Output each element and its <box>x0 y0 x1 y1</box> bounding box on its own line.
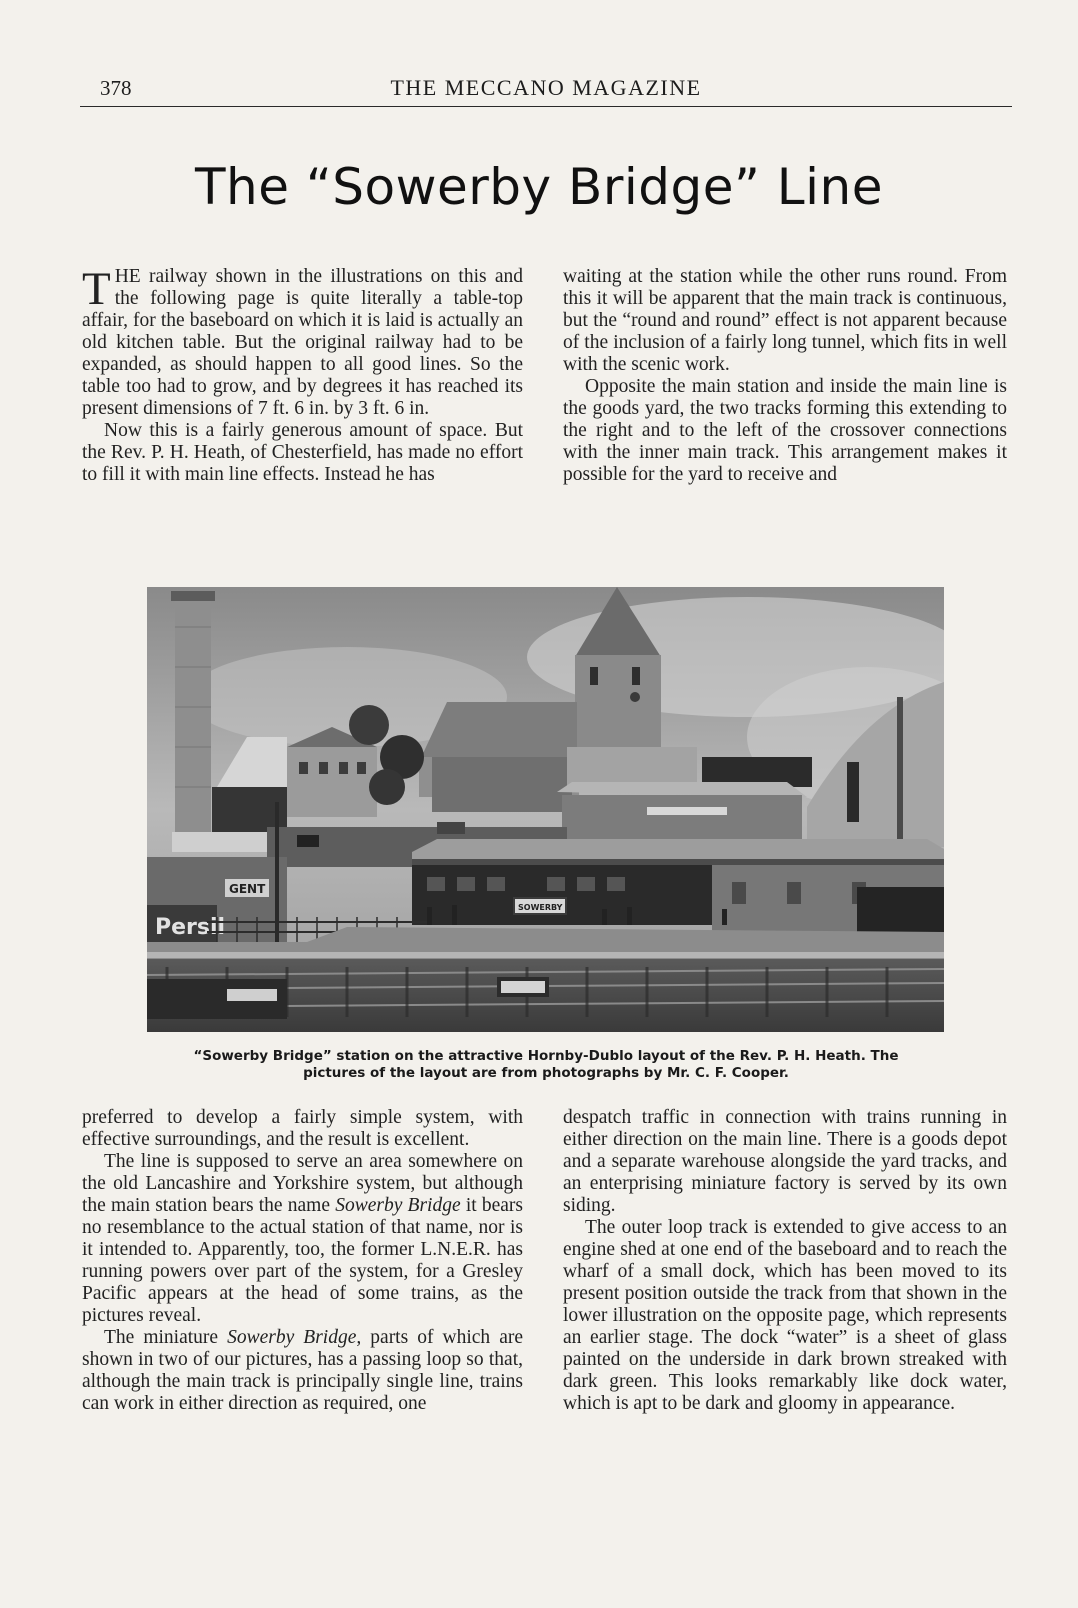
paragraph: despatch traffic in connection with trains running in either direction on the main line. There is a goods depot and a separate warehouse alongside the yard tracks, and an enterprising miniature factory is served by its own siding. <box>563 1107 1007 1216</box>
column-top-left <box>82 263 523 486</box>
photo-caption <box>140 1048 952 1082</box>
layout-photograph <box>147 587 944 1032</box>
paragraph: waiting at the station while the other runs round. From this it will be apparent that the main track is continuous, but the “round and round” effect is not apparent because of the inclusion of a fairly long tunnel, which fits in well with the scenic work. <box>563 266 1007 375</box>
caption-line: “Sowerby Bridge” station on the attractive Hornby-Dublo layout of the Rev. P. H. Heath. The <box>193 1048 899 1064</box>
paragraph <box>82 1151 523 1327</box>
station-name-italic: Sowerby Bridge, <box>227 1327 362 1348</box>
paragraph-text: The line is supposed to serve an area somewhere on the old Lancashire and Yorkshire system, but although the main station bears the name <box>82 1151 523 1216</box>
station-scene-illustration <box>147 587 944 1032</box>
page-number: 378 <box>100 76 132 100</box>
running-head <box>80 72 1012 107</box>
paragraph-text: parts of which are shown in two of our pictures, has a passing loop so that, although the main track is principally single line, trains can work in either direction as required, one <box>82 1327 523 1414</box>
chimney-stack <box>175 595 211 835</box>
paragraph-text: The miniature <box>104 1327 228 1348</box>
column-bottom-right <box>563 1107 1007 1415</box>
paragraph: Now this is a fairly generous amount of space. But the Rev. P. H. Heath, of Chesterfield, has made no effort to fill it with main line effects. Instead he has <box>82 420 523 485</box>
paragraph-text: HE railway shown in the illustrations on this and the following page is quite literally a table-top affair, for the baseboard on which it is laid is actually an old kitchen table. But the original railway had to be expanded, as should happen to all good lines. So the table too had to grow, and by degrees it has reached its present dimensions of 7 ft. 6 in. by 3 ft. 6 in. <box>82 266 523 419</box>
paragraph <box>82 263 523 420</box>
goods-shed <box>562 795 802 840</box>
magazine-name: THE MECCANO MAGAZINE <box>390 75 702 100</box>
station-nameboard: SOWERBY <box>518 903 563 912</box>
column-top-right <box>563 266 1007 486</box>
gent-sign: GENT <box>229 882 266 896</box>
paragraph: The outer loop track is extended to give access to an engine shed at one end of the baseboard and to reach the wharf of a small dock, which has been moved to its present position outside the track from that shown in the lower illustration on the opposite page, which represents an earlier stage. The dock “water” is a sheet of glass painted on the underside in dark brown streaked with dark green. This looks remarkably like dock water, which is apt to be dark and gloomy in appearance. <box>563 1217 1007 1414</box>
paragraph <box>82 1327 523 1415</box>
article-title: The “Sowerby Bridge” Line <box>194 158 884 216</box>
drop-cap: T <box>82 263 111 315</box>
persil-sign: Persil <box>155 915 226 940</box>
column-bottom-left <box>82 1107 523 1415</box>
station-name-italic: Sowerby Bridge <box>335 1195 461 1216</box>
paragraph: preferred to develop a fairly simple system, with effective surroundings, and the result is excellent. <box>82 1107 523 1150</box>
paragraph-text: it bears no resemblance to the actual station of that name, nor is it intended to. Apparently, too, the former L.N.E.R. has running powers over part of the system, for a Gresley Pacific appears at the head of some trains, as the pictures reveal. <box>82 1195 523 1326</box>
paragraph: Opposite the main station and inside the main line is the goods yard, the two tracks forming this extending to the right and to the left of the crossover connections with the inner main track. This arrangement makes it possible for the yard to receive and <box>563 376 1007 485</box>
caption-line: pictures of the layout are from photographs by Mr. C. F. Cooper. <box>303 1065 789 1081</box>
